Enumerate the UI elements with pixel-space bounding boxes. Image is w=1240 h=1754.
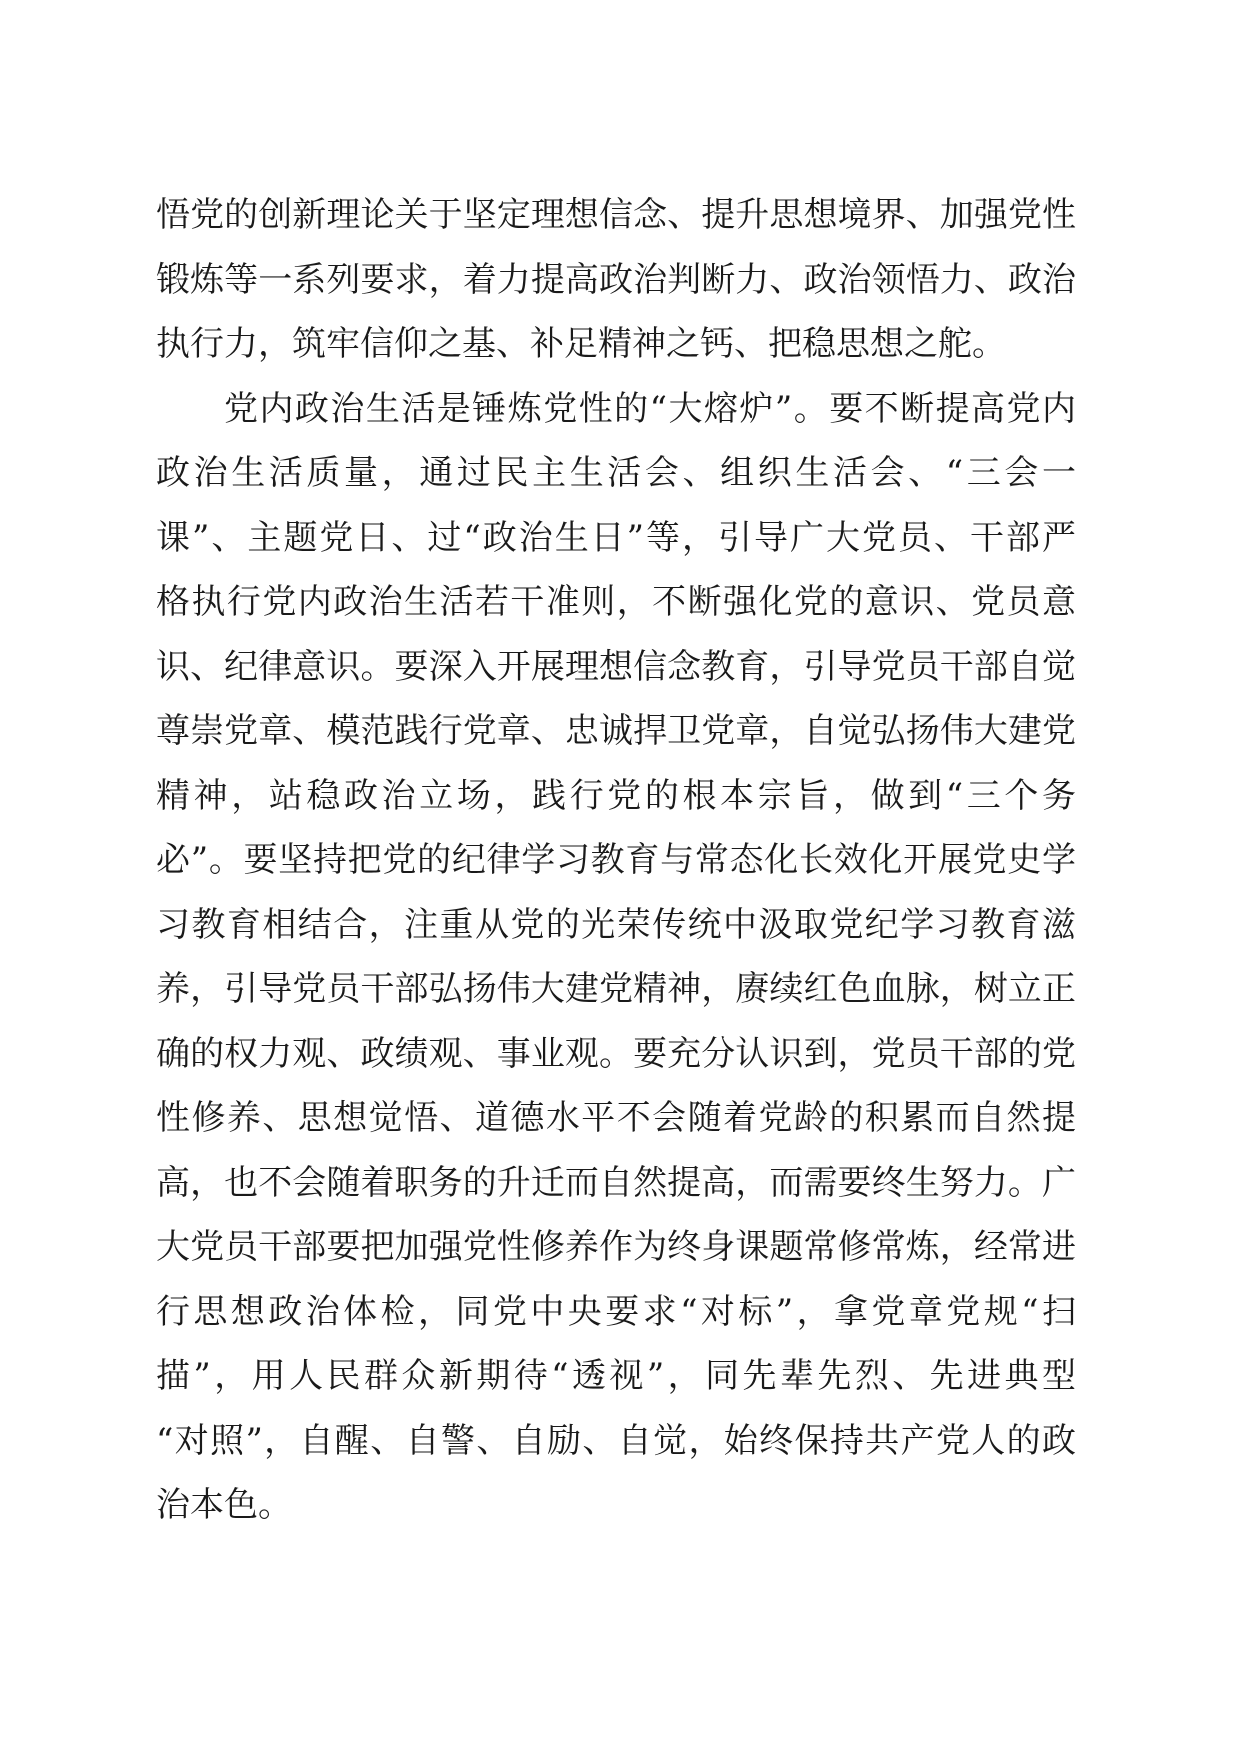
text-line: 党内政治生活是锤炼党性的“大熔炉”。要不断提高党内 [224, 388, 1076, 429]
text-line: 必”。要坚持把党的纪律学习教育与常态化长效化开展党史学 [156, 840, 1076, 880]
text-line: 养，引导党员干部弘扬伟大建党精神，赓续红色血脉，树立正 [156, 969, 1076, 1009]
text-line: 确的权力观、政绩观、事业观。要充分认识到，党员干部的党 [156, 1033, 1076, 1074]
text-line: 尊崇党章、模范践行党章、忠诚捍卫党章，自觉弘扬伟大建党 [156, 711, 1076, 751]
text-line: 治本色。 [156, 1485, 292, 1525]
text-line: 识、纪律意识。要深入开展理想信念教育，引导党员干部自觉 [156, 646, 1076, 687]
paragraph-party-political-life [156, 377, 1076, 1538]
text-line: “对照”，自醒、自警、自励、自觉，始终保持共产党人的政 [156, 1420, 1076, 1461]
text-line: 执行力，筑牢信仰之基、补足精神之钙、把稳思想之舵。 [156, 324, 1006, 364]
paragraph-continuation [156, 183, 1076, 377]
text-line: 政治生活质量，通过民主生活会、组织生活会、“三会一 [156, 453, 1076, 493]
text-line: 习教育相结合，注重从党的光荣传统中汲取党纪学习教育滋 [156, 904, 1076, 945]
text-line: 描”，用人民群众新期待“透视”，同先辈先烈、先进典型 [156, 1356, 1076, 1396]
document-body [156, 183, 1076, 1538]
text-line: 格执行党内政治生活若干准则，不断强化党的意识、党员意 [156, 582, 1076, 622]
text-line: 行思想政治体检，同党中央要求“对标”，拿党章党规“扫 [156, 1291, 1076, 1332]
text-line: 锻炼等一系列要求，着力提高政治判断力、政治领悟力、政治 [156, 259, 1076, 300]
text-line: 高，也不会随着职务的升迁而自然提高，而需要终生努力。广 [156, 1162, 1076, 1203]
text-line: 精神，站稳政治立场，践行党的根本宗旨，做到“三个务 [156, 775, 1076, 816]
text-line: 悟党的创新理论关于坚定理想信念、提升思想境界、加强党性 [156, 195, 1076, 235]
text-line: 大党员干部要把加强党性修养作为终身课题常修常炼，经常进 [156, 1227, 1076, 1267]
text-line: 性修养、思想觉悟、道德水平不会随着党龄的积累而自然提 [156, 1098, 1076, 1138]
text-line: 课”、主题党日、过“政治生日”等，引导广大党员、干部严 [156, 517, 1076, 558]
